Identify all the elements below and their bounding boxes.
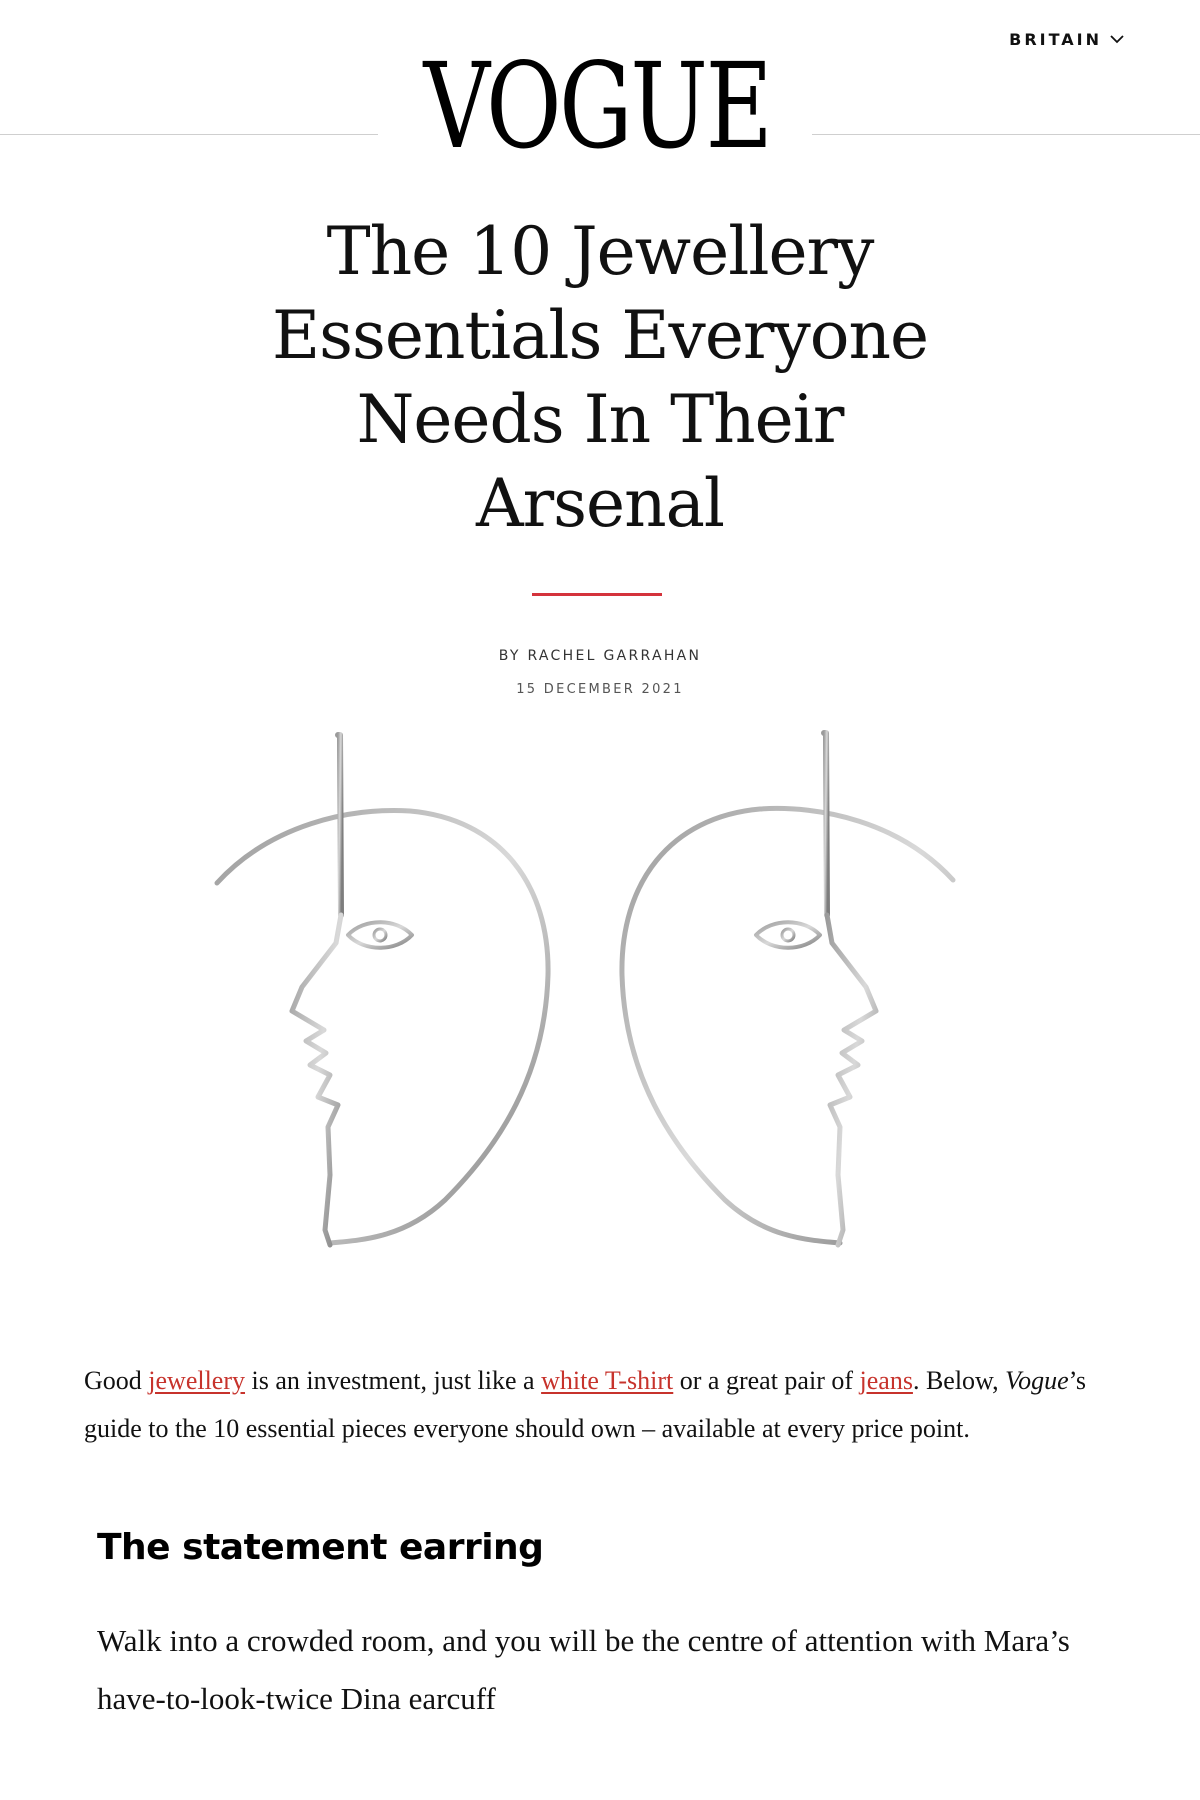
intro-text: ’s guide to the 10 essential pieces everyone should own – available at every price point. bbox=[84, 1366, 1087, 1443]
intro-text: . Below, bbox=[912, 1366, 1006, 1395]
section-heading: The statement earring bbox=[97, 1527, 544, 1568]
intro-text: Good bbox=[84, 1366, 149, 1395]
article-headline: The 10 Jewellery Essentials Everyone Needs In Their Arsenal bbox=[271, 213, 929, 542]
section-body: Walk into a crowded room, and you will be the centre of attention with Mara’s have-to-look-twice Dina earcuff bbox=[97, 1623, 1070, 1716]
region-label: BRITAIN bbox=[1009, 30, 1102, 49]
right-earcuff bbox=[622, 733, 953, 1245]
vogue-logo[interactable]: VOGUE bbox=[423, 37, 771, 175]
white-tshirt-link[interactable]: white T-shirt bbox=[541, 1366, 674, 1395]
jewellery-link[interactable]: jewellery bbox=[148, 1366, 246, 1395]
publish-date: 15 DECEMBER 2021 bbox=[516, 682, 684, 697]
vogue-italic: Vogue bbox=[1005, 1366, 1069, 1395]
region-selector[interactable] bbox=[1009, 30, 1124, 49]
hero-image bbox=[200, 725, 980, 1315]
left-earcuff bbox=[217, 735, 548, 1245]
jeans-link[interactable]: jeans bbox=[859, 1366, 913, 1395]
byline-prefix: BY bbox=[498, 648, 521, 664]
intro-text: is an investment, just like a bbox=[245, 1366, 542, 1395]
intro-text: or a great pair of bbox=[673, 1366, 860, 1395]
headline-divider bbox=[532, 593, 662, 596]
masthead-rule-left bbox=[0, 134, 378, 135]
masthead-rule-right bbox=[812, 134, 1200, 135]
chevron-down-icon bbox=[1110, 35, 1124, 44]
byline bbox=[0, 648, 1200, 664]
intro-paragraph bbox=[84, 1357, 1134, 1453]
author-link[interactable]: RACHEL GARRAHAN bbox=[527, 648, 702, 664]
